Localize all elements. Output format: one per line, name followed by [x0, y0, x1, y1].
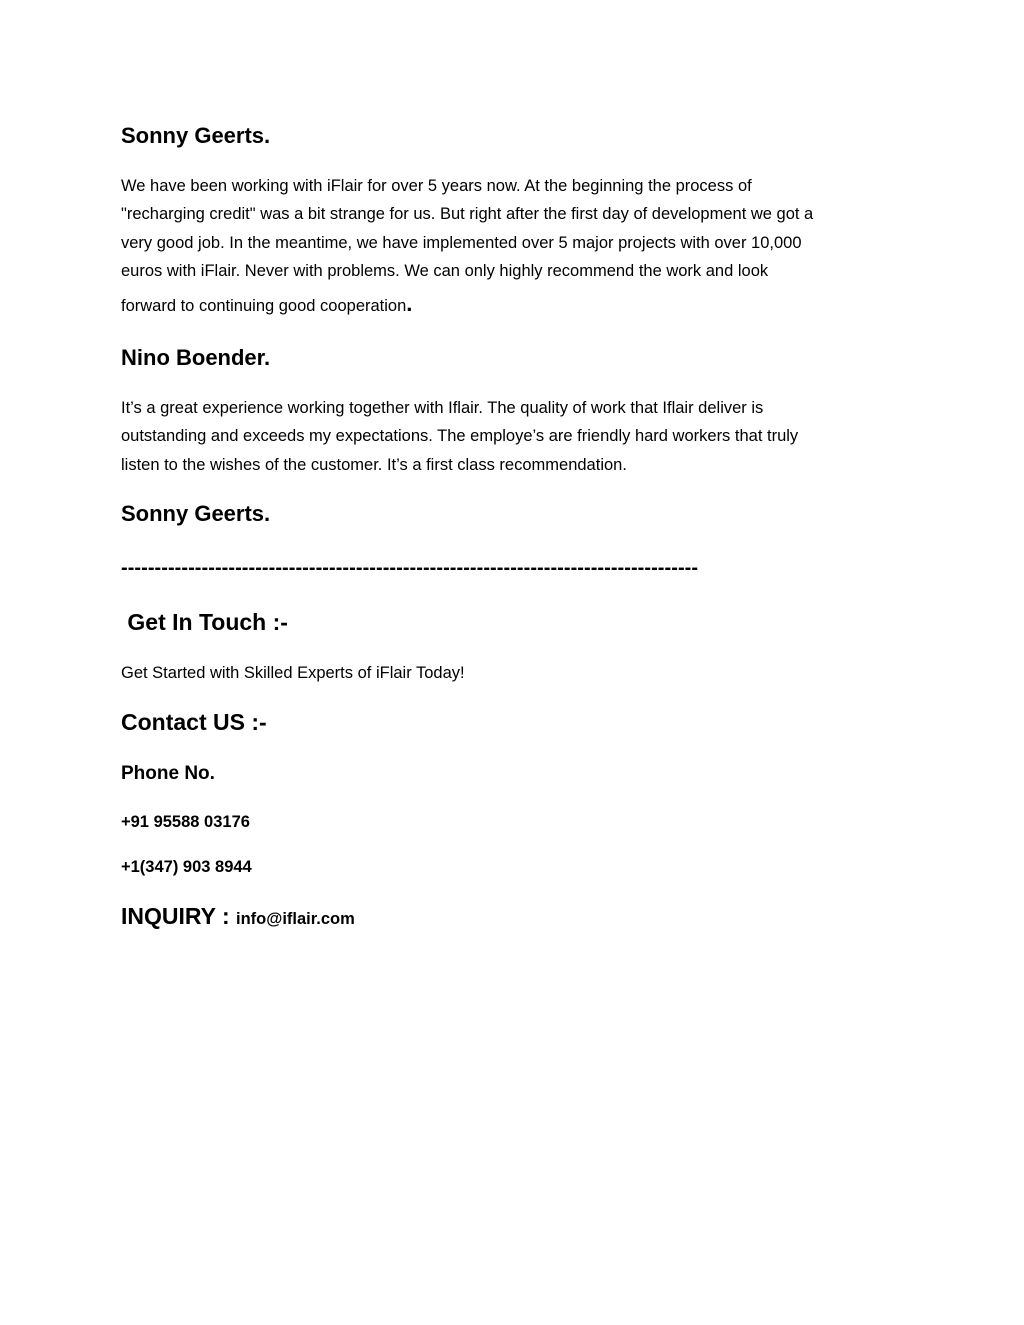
inquiry-email: info@iflair.com	[236, 910, 355, 928]
phone-number-us: +1(347) 903 8944	[121, 858, 252, 876]
testimonial-1-line-3: very good job. In the meantime, we have implemented over 5 major projects with over 10,000	[121, 233, 802, 252]
testimonial-text-2	[121, 394, 911, 479]
get-in-touch-heading: Get In Touch :-	[121, 609, 288, 635]
testimonial-1-line-2: "recharging credit" was a bit strange for us. But right after the first day of development we got a	[121, 205, 814, 224]
get-in-touch-text: Get Started with Skilled Experts of iFlair Today!	[121, 664, 465, 682]
testimonial-author-1: Sonny Geerts.	[121, 123, 271, 148]
section-divider: --------------------------------------------------------------------------------------	[121, 557, 699, 579]
testimonial-2-line-2: outstanding and exceeds my expectations. The employe’s are friendly hard workers that truly	[121, 427, 799, 446]
closing-author-name: Sonny Geerts.	[121, 501, 271, 526]
testimonial-1-end-mark: .	[406, 290, 413, 316]
inquiry-line	[121, 900, 355, 936]
testimonial-2-line-1: It’s a great experience working together with Iflair. The quality of work that Iflair deliver is	[121, 399, 764, 417]
phone-label: Phone No.	[121, 763, 215, 784]
testimonial-2-line-3: listen to the wishes of the customer. It’s a first class recommendation.	[121, 455, 627, 474]
contact-heading: Contact US :-	[121, 709, 267, 735]
testimonial-1-line-4: euros with iFlair. Never with problems. We can only highly recommend the work and look	[121, 262, 769, 281]
testimonial-1-line-5-text: forward to continuing good cooperation	[121, 296, 407, 315]
phone-number-india: +91 95588 03176	[121, 813, 250, 831]
testimonial-author-2: Nino Boender.	[121, 345, 271, 370]
testimonial-1-line-1: We have been working with iFlair for over 5 years now. At the beginning the process of	[121, 177, 752, 195]
inquiry-label: INQUIRY :	[121, 903, 237, 929]
testimonial-1-line-5	[121, 290, 911, 320]
testimonial-text-1	[121, 172, 911, 320]
